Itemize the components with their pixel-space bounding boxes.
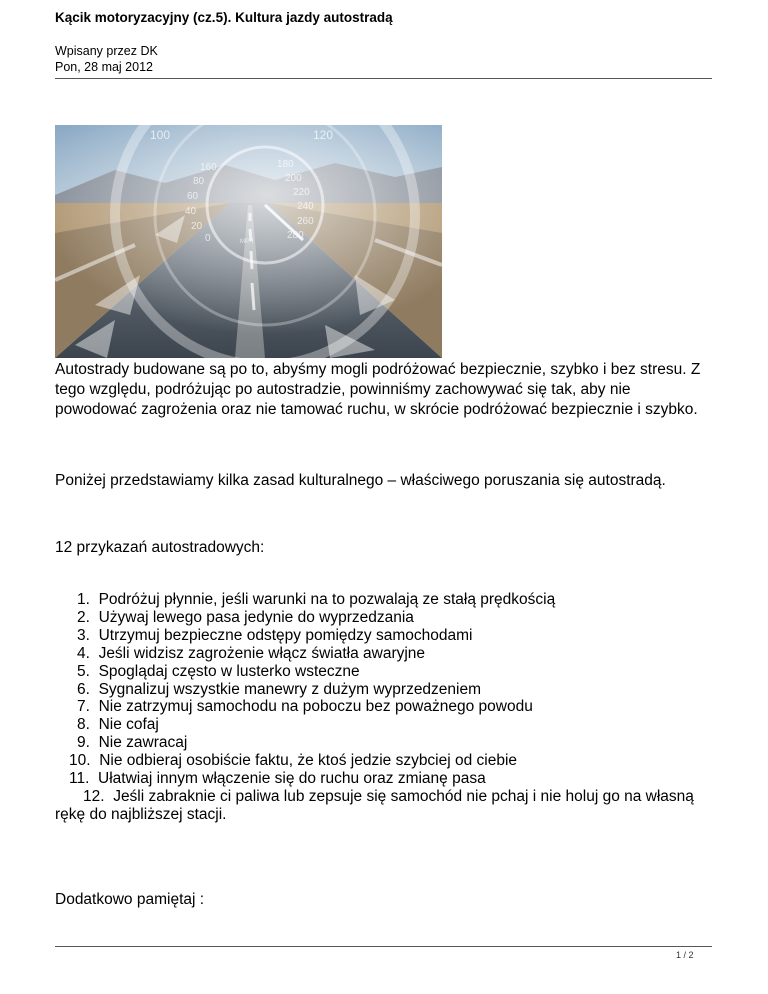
list-text: Nie zawracaj xyxy=(98,734,188,752)
lead-paragraph: Poniżej przedstawiamy kilka zasad kulturalnego – właściwego poruszania się autostradą. xyxy=(55,472,666,489)
list-number: 9. xyxy=(77,734,90,752)
dial-number: 260 xyxy=(297,216,314,227)
header-divider xyxy=(55,78,712,79)
list-text: Jeśli widzisz zagrożenie włącz światła awaryjne xyxy=(98,644,426,662)
list-number: 6. xyxy=(77,680,90,698)
list-item xyxy=(55,609,715,627)
dial-number: 60 xyxy=(187,191,199,202)
page-title: Kącik motoryzacyjny (cz.5). Kultura jazdy autostradą xyxy=(55,10,393,25)
list-item xyxy=(55,770,715,788)
dial-number: 240 xyxy=(297,201,314,212)
list-number: 4. xyxy=(77,644,90,662)
rules-list xyxy=(55,591,715,824)
dial-number: 20 xyxy=(191,221,203,232)
list-item xyxy=(55,645,715,663)
list-text: Używaj lewego pasa jedynie do wyprzedzania xyxy=(98,608,414,626)
list-text: Spoglądaj często w lusterko wsteczne xyxy=(98,662,360,680)
list-number: 12. xyxy=(83,787,105,805)
list-number: 8. xyxy=(77,716,90,734)
footer-note: Dodatkowo pamiętaj : xyxy=(55,891,205,908)
list-number: 1. xyxy=(77,591,90,608)
list-number: 10. xyxy=(69,752,91,770)
dial-number: 280 xyxy=(287,230,304,241)
dial-number: 160 xyxy=(200,162,217,173)
dial-number: 180 xyxy=(277,159,294,170)
list-item xyxy=(55,627,715,645)
page-indicator: 1 / 2 xyxy=(676,950,694,960)
dial-number: 100 xyxy=(150,128,171,142)
list-number: 3. xyxy=(77,626,90,644)
list-item xyxy=(55,698,715,716)
list-item xyxy=(55,716,715,734)
list-number: 5. xyxy=(77,662,90,680)
list-number: 7. xyxy=(77,698,90,716)
list-item xyxy=(55,681,715,699)
list-number: 11. xyxy=(69,770,90,788)
highway-speedometer-image xyxy=(55,125,442,358)
article-meta xyxy=(55,43,158,75)
list-heading: 12 przykazań autostradowych: xyxy=(55,539,265,556)
list-text: Ułatwiaj innym włączenie się do ruchu oraz zmianę pasa xyxy=(98,770,486,788)
list-text: Nie zatrzymuj samochodu na poboczu bez poważnego powodu xyxy=(98,698,533,716)
list-item xyxy=(55,788,715,824)
list-item xyxy=(55,752,715,770)
list-text: Sygnalizuj wszystkie manewry z dużym wyprzedzeniem xyxy=(98,680,482,698)
list-number: 2. xyxy=(77,608,90,626)
dial-number: 200 xyxy=(285,173,302,184)
dial-unit: MPH xyxy=(240,239,254,245)
date-line: Pon, 28 maj 2012 xyxy=(55,60,153,74)
list-text: Jeśli zabraknie ci paliwa lub zepsuje się samochód nie pchaj i nie holuj go na własną rękę do najbliższej stacji. xyxy=(55,787,694,823)
list-item xyxy=(55,734,715,752)
list-text: Nie cofaj xyxy=(98,716,159,734)
dial-number: 0 xyxy=(205,233,211,244)
intro-paragraph: Autostrady budowane są po to, abyśmy mogli podróżować bezpiecznie, szybko i bez stresu. Z tego względu, podróżując po autostradzie, powinniśmy zachowywać się tak, aby nie powodować zagrożenia oraz nie tamować ruchu, w skrócie podróżować bezpiecznie i szybko. xyxy=(55,361,701,418)
list-text: Utrzymuj bezpieczne odstępy pomiędzy samochodami xyxy=(98,626,473,644)
author-line: Wpisany przez DK xyxy=(55,44,158,58)
list-item xyxy=(55,663,715,681)
list-text: Podróżuj płynnie, jeśli warunki na to pozwalają ze stałą prędkością xyxy=(98,591,556,608)
dial-number: 220 xyxy=(293,187,310,198)
footer-divider xyxy=(55,946,712,947)
list-text: Nie odbieraj osobiście faktu, że ktoś jedzie szybciej od ciebie xyxy=(99,752,518,770)
dial-number: 120 xyxy=(313,128,334,142)
list-item xyxy=(55,591,715,609)
dial-number: 40 xyxy=(185,206,197,217)
dial-number: 80 xyxy=(193,176,205,187)
